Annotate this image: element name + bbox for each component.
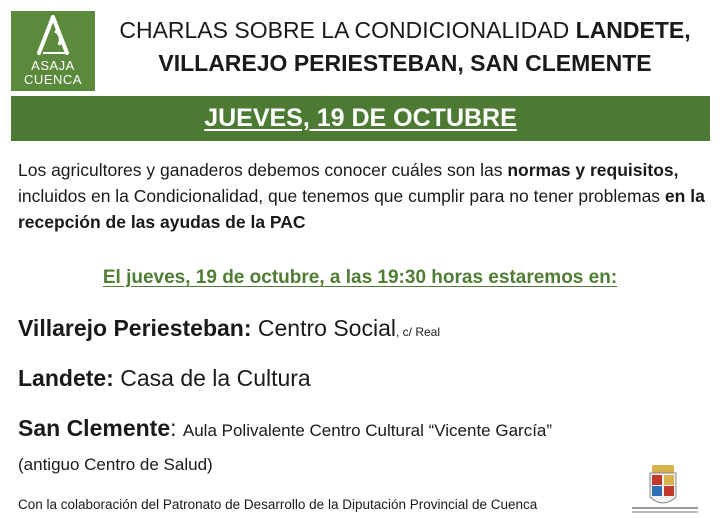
asaja-logo-icon	[11, 11, 95, 61]
location-place: Centro Social	[251, 315, 396, 341]
logo-line2: CUENCA	[24, 72, 82, 87]
intro-bold-1: normas y requisitos,	[507, 160, 679, 180]
intro-paragraph	[18, 157, 708, 235]
diputacion-crest-icon	[630, 463, 700, 515]
location-town: Landete:	[18, 365, 114, 391]
title-part1: CHARLAS SOBRE LA CONDICIONALIDAD	[119, 17, 576, 43]
title-part1-bold: LANDETE,	[575, 17, 691, 43]
location-town: San Clemente	[18, 415, 171, 441]
location-detail: , c/ Real	[395, 325, 440, 339]
location-town: Villarejo Periesteban:	[18, 315, 252, 341]
intro-text-2: incluidos en la Condicionalidad, que tenemos que cumplir para no tener problemas	[18, 186, 665, 206]
intro-text-1: Los agricultores y ganaderos debemos conocer cuáles son las	[18, 160, 508, 180]
footer-credit: Con la colaboración del Patronato de Desarrollo de la Diputación Provincial de Cuenca	[18, 497, 538, 512]
asaja-logo	[11, 11, 95, 91]
location-villarejo	[18, 313, 440, 347]
logo-line1: ASAJA	[31, 58, 75, 73]
location-detail: (antiguo Centro de Salud)	[18, 455, 213, 474]
location-sep: :	[170, 415, 183, 441]
title-line2	[100, 47, 710, 80]
location-san-clemente	[18, 413, 552, 446]
date-banner	[11, 96, 710, 141]
location-place: Aula Polivalente Centro Cultural “Vicente García”	[182, 421, 553, 440]
page-title	[100, 14, 710, 80]
intro-bold-2: en la recepción de las ayudas de la PAC	[18, 186, 705, 232]
announcement: El jueves, 19 de octubre, a las 19:30 horas estaremos en:	[102, 267, 618, 288]
location-landete	[18, 363, 311, 393]
location-place: Casa de la Cultura	[113, 365, 311, 391]
title-line2-bold: VILLAREJO PERIESTEBAN, SAN CLEMENTE	[158, 50, 652, 76]
title-line1	[100, 14, 710, 47]
banner-date: JUEVES, 19 DE OCTUBRE	[204, 104, 517, 132]
